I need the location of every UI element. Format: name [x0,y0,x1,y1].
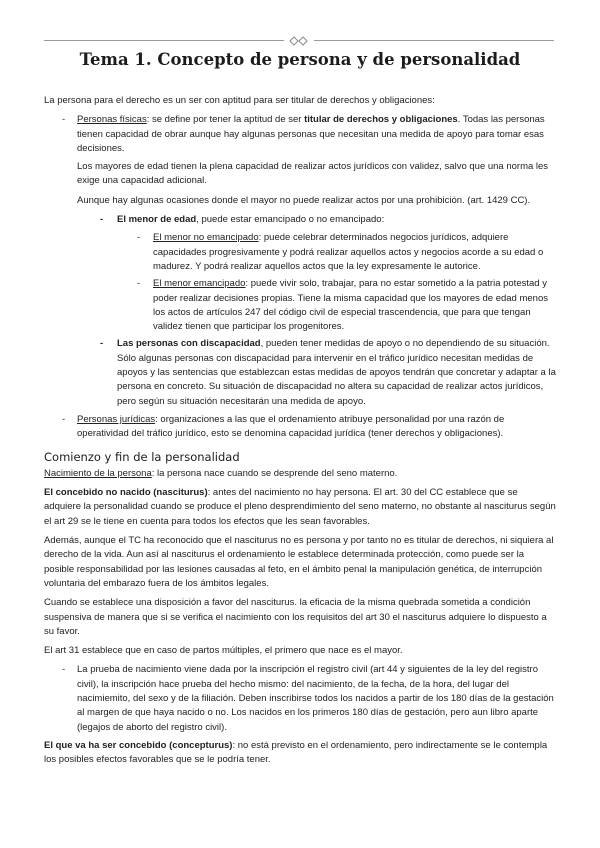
ornament-line-right [314,40,554,41]
dash-bullet: - [137,278,141,290]
concepturus-text: : no está previsto en el ordenamiento, pero indirectamente se le contempla los posibles efectos favorables que se le podría tener. [44,739,548,766]
prueba-text: La prueba de nacimiento viene dada por la inscripción el registro civil (art 44 y siguientes de la ley del registro civil), la inscripción hace prueba del hecho mismo: del nacimiento, de la fecha, de la hora, del lugar del nacimiemito, del sexo y de la filiación. Deben inscribirse todos los nacidos a partir de los 180 días de la gestación al margen de que haya nacido o no. Los nacidos en los primeros 180 días de gestación, pero aun libro aparte (legajos de aborto del registro civil). [77,664,554,733]
art31-paragraph: El art 31 establece que en caso de partos múltiples, el primero que nace es el mayor. [44,645,403,657]
personas-fisicas-label: Personas físicas [77,114,147,126]
list-item-prueba [44,663,556,734]
dash-bullet: - [62,114,66,126]
no-emancipado-label: El menor no emancipado [153,232,259,244]
concebido-label: El concebido no nacido (nasciturus) [44,487,208,499]
mayores-paragraph: Los mayores de edad tienen la plena capacidad de realizar actos jurídicos con validez, salvo que una norma les exige una capacidad adicional. [77,161,549,187]
header-ornament [44,38,554,44]
dash-bullet: - [100,338,104,350]
personas-fisicas-bold: titular de derechos y obligaciones [304,114,458,126]
personas-fisicas-text2: . Todas las personas tienen capacidad de obrar aunque hay algunas personas que necesitan una medida de apoyo para tomar esas decisiones. [77,114,545,154]
emancipado-text: : puede vivir solo, trabajar, para no estar sometido a la patria potestad y poder realizar decisiones propias. Tiene la misma capacidad que los mayores de edad menos los actos de artículos 247 del código civil de especial trascendencia, que para que tengan validez tienen que participar los progenitores. [153,278,548,333]
list-item-personas-fisicas [44,113,556,156]
discapacidad-text: , pueden tener medidas de apoyo o no dependiendo de su situación. Sólo algunas personas con discapacidad para intervenir en el tráfico jurídico necesitan medidas de apoyos y las sentencias que establezcan estas medidas de apoyos tendrán que concretar y adaptar a la persona en concreto. Su situación de discapacidad no altera su capacidad de realizar actos jurídicos, pero según su situación necesitarán una medida de apoyo. [117,338,556,407]
ademas-paragraph: Además, aunque el TC ha reconocido que el nasciturus no es persona y por tanto no es titular de derechos, ni siquiera al derecho de la vida. Aun así al nasciturus el ordenamiento le establece determinada protección, como puede ser la posible responsabilidad por las lesiones causadas al feto, en el ámbito penal la manipulación genética, de interrupción voluntaria del embarazo fuera de los ámbitos legales. [44,535,554,589]
concebido-text: : antes del nacimiento no hay persona. El art. 30 del CC establece que se adquiere la personalidad cuando se produce el pleno desprendimiento del seno materno, no obstante al nasciturus según el art 29 se le tiene en cuenta para todos los efectos que les sean favorables. [44,487,556,527]
discapacidad-label: Las personas con discapacidad [117,338,261,350]
section-heading: Comienzo y fin de la personalidad [44,449,240,464]
concebido-paragraph [44,486,556,529]
list-item-personas-juridicas [44,413,556,442]
no-emancipado-text: : puede celebrar determinados negocios jurídicos, adquiere capacidades progresivamente y podrá realizar aquellos actos y negocios acorde a su edad o madurez. Y podrá realizar aquellos actos que la ley expresamente le autorice. [153,232,544,272]
menor-text: , puede estar emancipado o no emancipado: [196,214,385,226]
page-title: Tema 1. Concepto de persona y de personalidad [79,50,521,69]
emancipado-label: El menor emancipado [153,278,246,290]
intro-paragraph: La persona para el derecho es un ser con aptitud para ser titular de derechos y obligaciones: [44,95,435,106]
list-item-discapacidad [44,337,556,408]
dash-bullet: - [100,214,104,226]
concepturus-label: El que va ha ser concebido (concepturus) [44,739,233,751]
list-item-menor [44,213,556,227]
dash-bullet: - [137,232,141,244]
cuando-paragraph: Cuando se establece una disposición a favor del nasciturus. la eficacia de la misma quebrada sometida a condición suspensiva de manera que si se verifica el nacimiento con los requisitos del art 30 el nasciturus adquiere lo dispuesto a su favor. [44,597,547,637]
diamond-ornament-icon [289,35,309,47]
nacimiento-paragraph [44,467,556,481]
dash-bullet: - [62,664,66,676]
personas-juridicas-label: Personas jurídicas [77,413,156,425]
nacimiento-text: : la persona nace cuando se desprende del seno materno. [151,467,398,479]
concepturus-paragraph [44,739,556,768]
menor-label: El menor de edad [117,214,197,226]
personas-fisicas-text: : se define por tener la aptitud de ser [146,114,305,126]
dash-bullet: - [62,413,66,425]
document-body [44,94,556,772]
list-item-no-emancipado [44,231,556,274]
personas-juridicas-text: : organizaciones a las que el ordenamiento atribuye personalidad por una razón de operatividad del tráfico jurídico, esto se denomina capacidad jurídica (tener derechos y obligaciones). [77,413,505,440]
ornament-line-left [44,40,284,41]
list-item-emancipado [44,277,556,334]
nacimiento-label: Nacimiento de la persona [44,467,152,479]
prohibicion-paragraph: Aunque hay algunas ocasiones donde el mayor no puede realizar actos por una prohibición. (art. 1429 CC). [77,194,531,206]
